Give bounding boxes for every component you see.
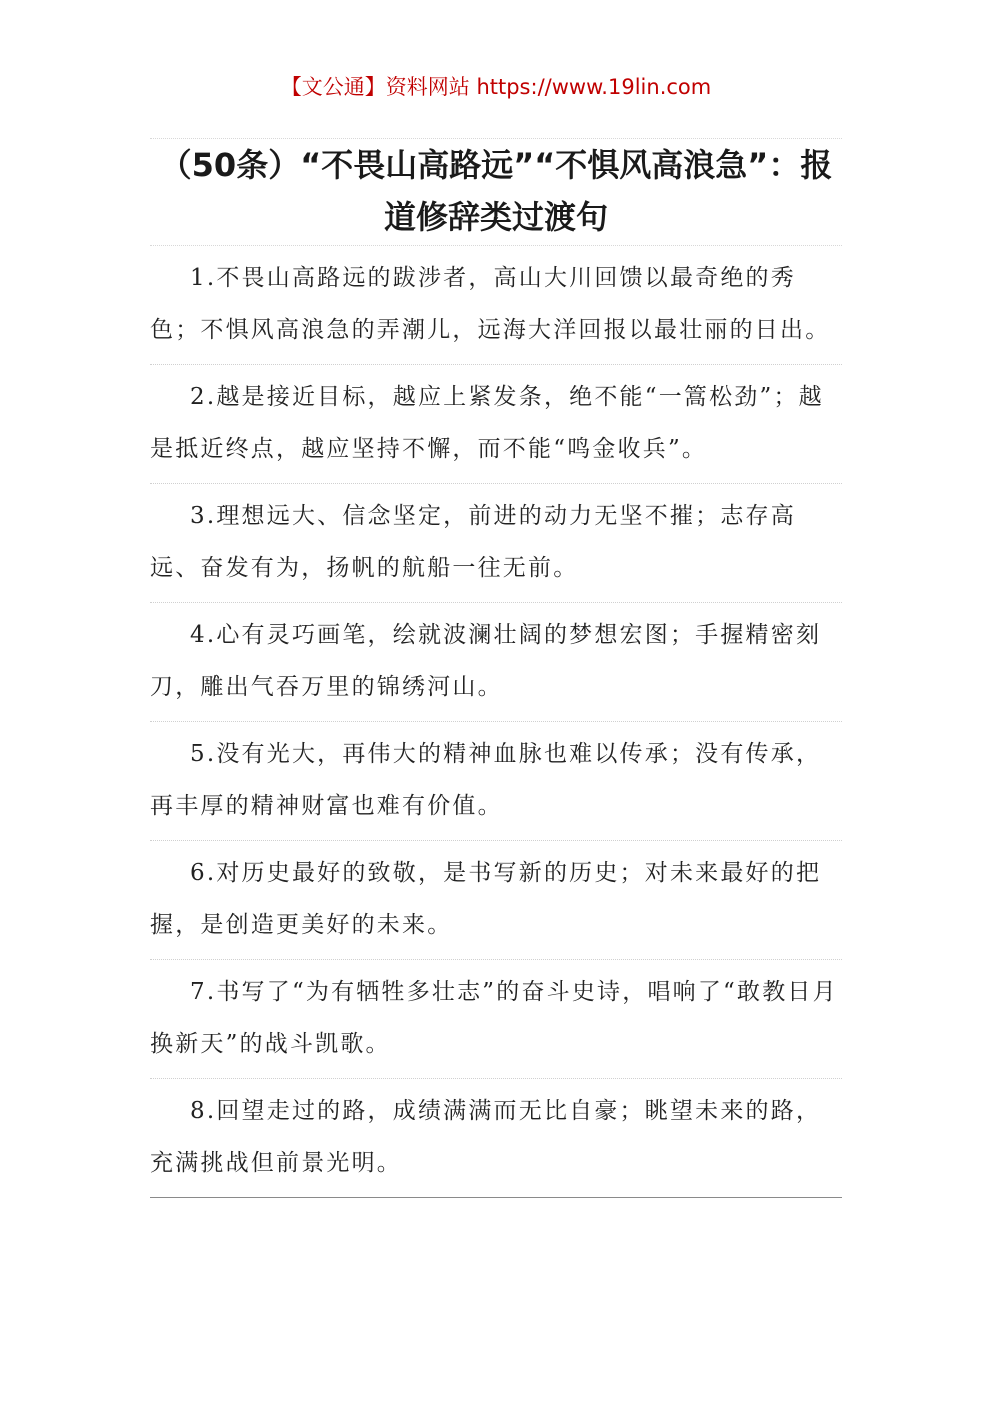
page-title: （50条）“不畏山高路远”“不惧风高浪急”：报道修辞类过渡句 (150, 138, 842, 246)
paragraph-2: 2.越是接近目标，越应上紧发条，绝不能“一篙松劲”；越是抵近终点，越应坚持不懈，而不能“鸣金收兵”。 (150, 365, 842, 484)
paragraph-8: 8.回望走过的路，成绩满满而无比自豪；眺望未来的路，充满挑战但前景光明。 (150, 1079, 842, 1198)
paragraph-3: 3.理想远大、信念坚定，前进的动力无坚不摧；志存高远、奋发有为，扬帆的航船一往无前。 (150, 484, 842, 603)
paragraph-6: 6.对历史最好的致敬，是书写新的历史；对未来最好的把握，是创造更美好的未来。 (150, 841, 842, 960)
paragraph-4: 4.心有灵巧画笔，绘就波澜壮阔的梦想宏图；手握精密刻刀，雕出气吞万里的锦绣河山。 (150, 603, 842, 722)
paragraph-5: 5.没有光大，再伟大的精神血脉也难以传承；没有传承，再丰厚的精神财富也难有价值。 (150, 722, 842, 841)
paragraph-1: 1.不畏山高路远的跋涉者，高山大川回馈以最奇绝的秀色；不惧风高浪急的弄潮儿，远海大洋回报以最壮丽的日出。 (150, 246, 842, 365)
site-header-link[interactable]: 【文公通】资料网站 https://www.19lin.com (280, 75, 712, 99)
paragraph-7: 7.书写了“为有牺牲多壮志”的奋斗史诗，唱响了“敢教日月换新天”的战斗凯歌。 (150, 960, 842, 1079)
document-body (150, 246, 842, 1198)
